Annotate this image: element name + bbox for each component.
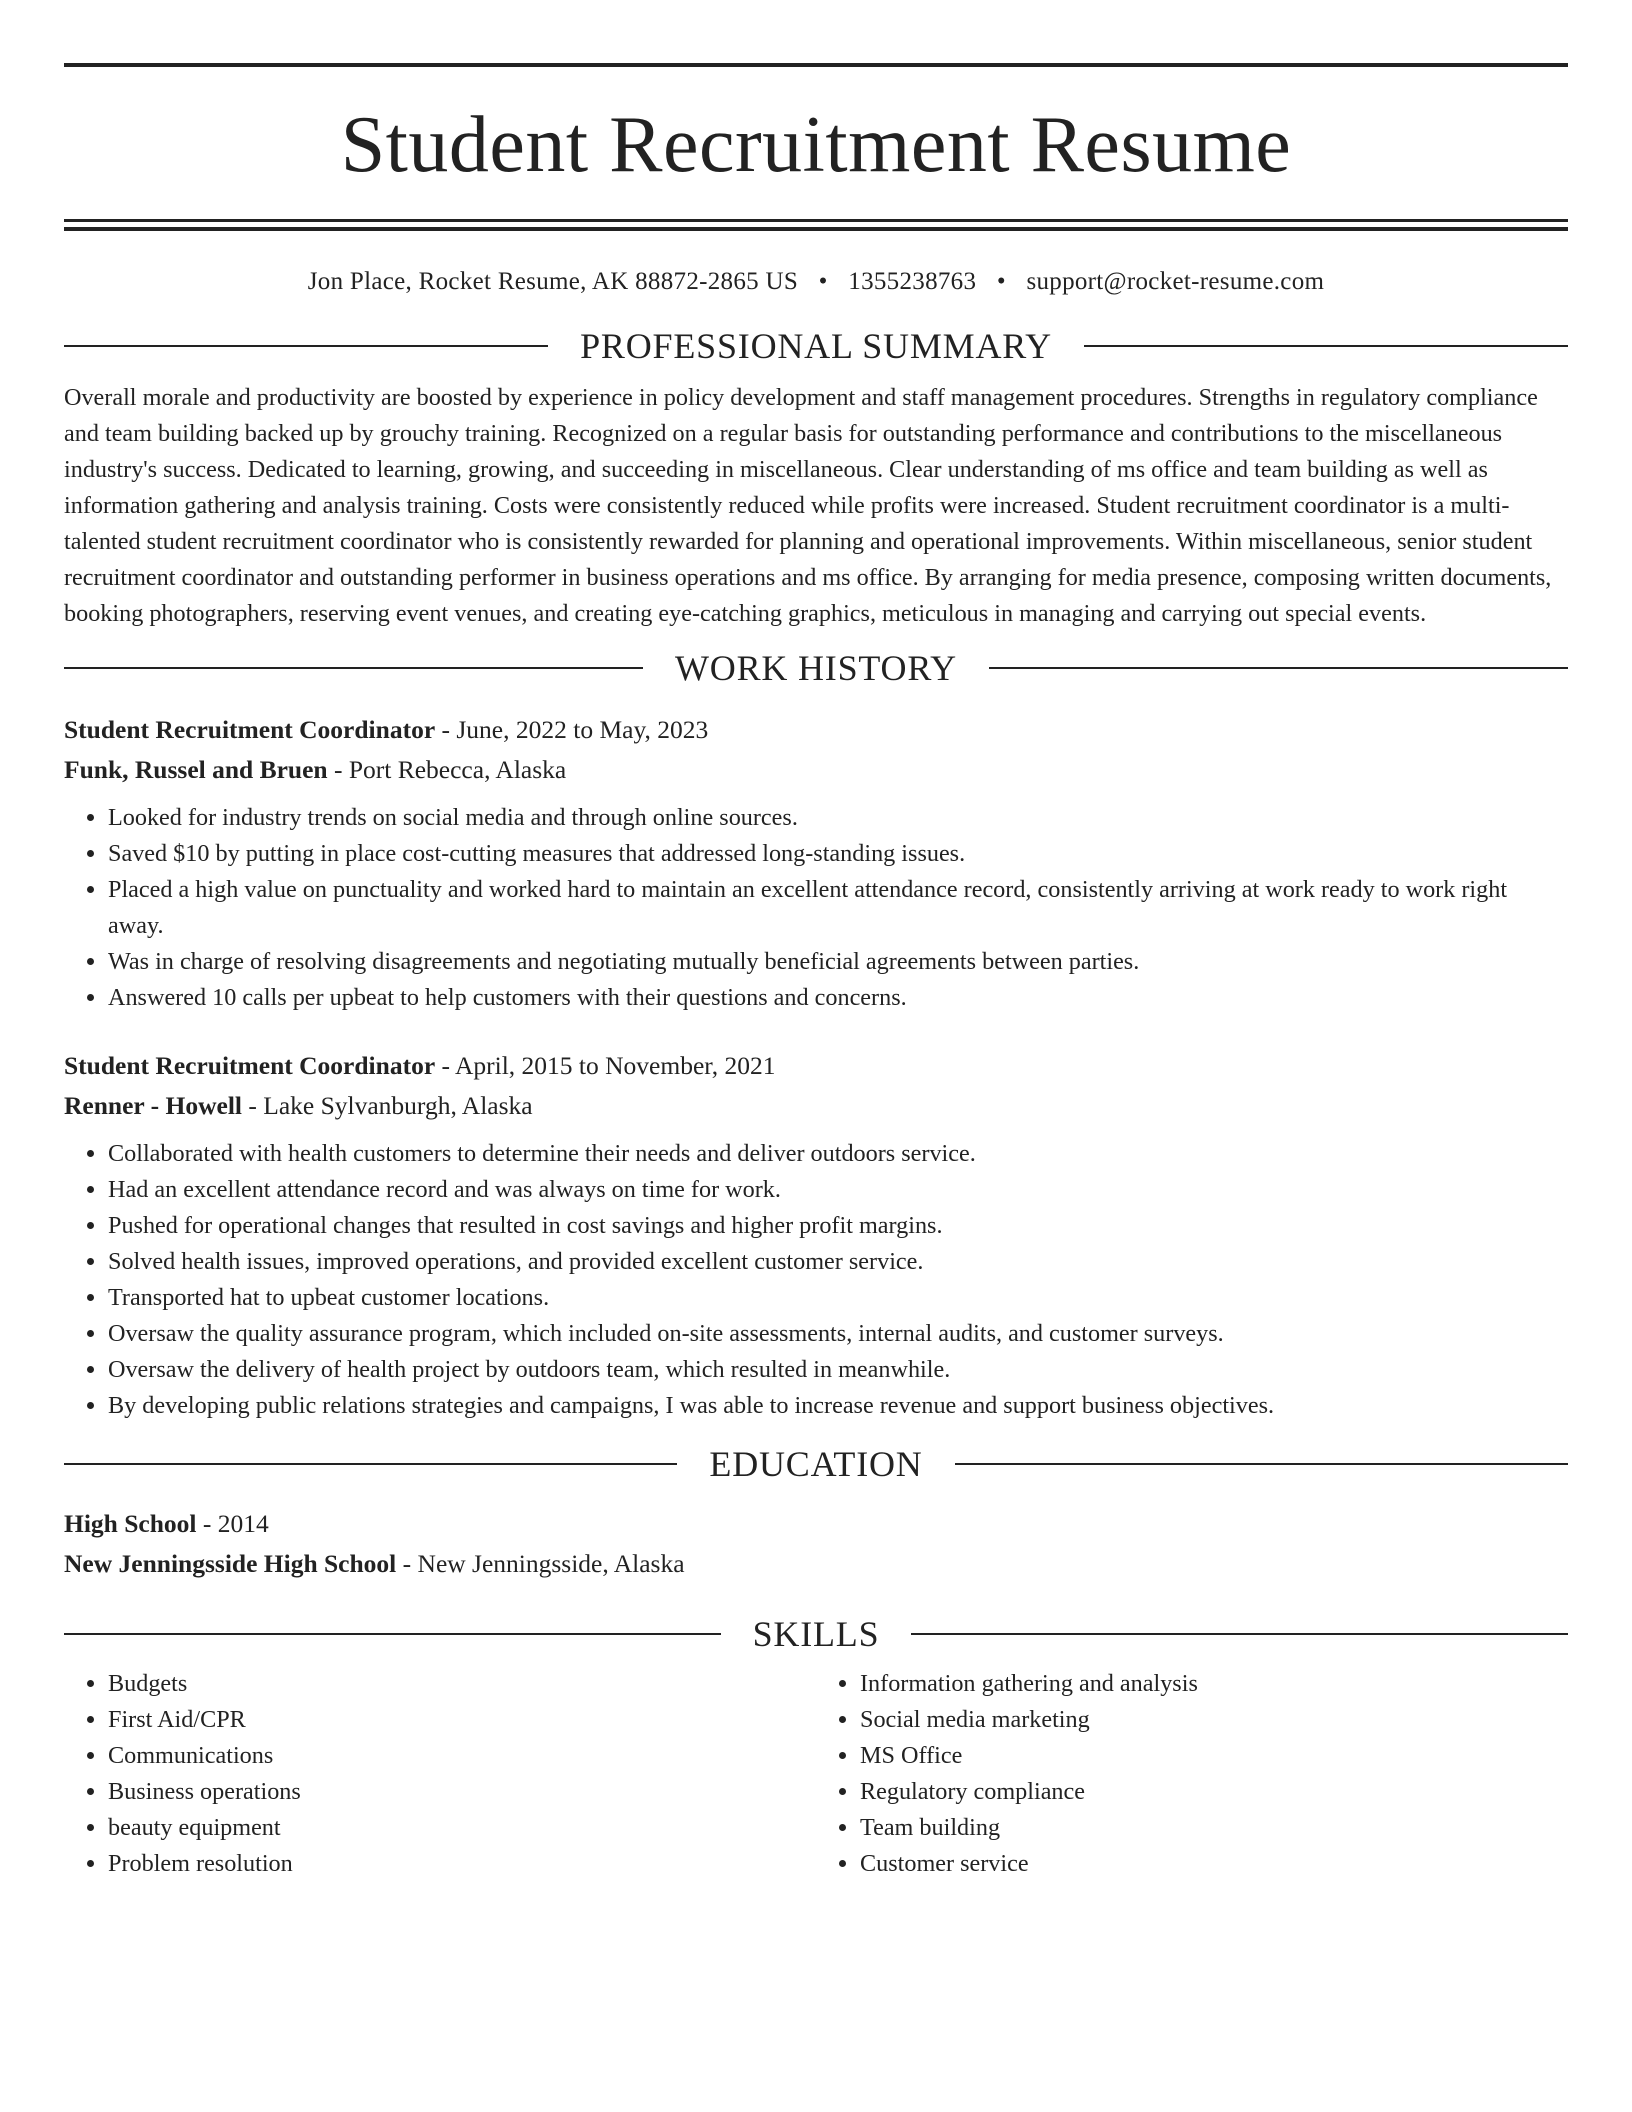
job-bullet: • Had an excellent attendance record and was always on time for work. [108,1172,1568,1208]
school-location: - New Jenningsside, Alaska [396,1549,685,1578]
job-entry [64,1046,1568,1424]
skill-item: • Regulatory compliance [860,1774,1568,1810]
heading-rule [64,667,643,669]
job-company-line [64,750,1568,790]
job-company-line [64,1086,1568,1126]
job-company: Funk, Russel and Bruen [64,755,328,784]
skill-item: • beauty equipment [108,1810,816,1846]
heading-rule [1084,345,1568,347]
job-bullet: • Answered 10 calls per upbeat to help customers with their questions and concerns. [108,980,1568,1016]
contact-phone: 1355238763 [848,268,977,295]
skills-list-left [64,1666,816,1882]
graduation-year: - 2014 [196,1509,269,1538]
job-entry [64,710,1568,1016]
skills-list-right [816,1666,1568,1882]
title-double-rule [64,219,1568,231]
job-title: Student Recruitment Coordinator [64,1051,436,1080]
skill-item: • MS Office [860,1738,1568,1774]
school-name: New Jenningsside High School [64,1549,397,1578]
heading-rule [989,667,1568,669]
resume-title: Student Recruitment Resume [340,101,1292,189]
work-history-heading-label: WORK HISTORY [675,648,957,688]
job-bullet: • Oversaw the quality assurance program, which included on-site assessments, internal audits, and customer surveys. [108,1316,1568,1352]
skills-heading-label: SKILLS [752,1614,880,1654]
job-bullet: • Oversaw the delivery of health project by outdoors team, which resulted in meanwhile. [108,1352,1568,1388]
degree-line [64,1504,1568,1544]
job-bullet: • Solved health issues, improved operations, and provided excellent customer service. [108,1244,1568,1280]
job-bullet: • Collaborated with health customers to determine their needs and deliver outdoors service. [108,1136,1568,1172]
contact-separator: • [996,268,1006,295]
contact-line [64,267,1568,297]
job-bullet: • Pushed for operational changes that resulted in cost savings and higher profit margins. [108,1208,1568,1244]
skill-item: • Social media marketing [860,1702,1568,1738]
job-title-line [64,710,1568,750]
job-dates: - April, 2015 to November, 2021 [435,1051,776,1080]
top-rule [64,63,1568,67]
education-entry [64,1504,1568,1584]
degree: High School [64,1509,197,1538]
skill-item: • Budgets [108,1666,816,1702]
job-bullet: • Looked for industry trends on social media and through online sources. [108,800,1568,836]
job-company: Renner - Howell [64,1091,243,1120]
job-bullet-list [64,1136,1568,1424]
job-dates: - June, 2022 to May, 2023 [435,715,709,744]
heading-rule [64,345,548,347]
job-title-line [64,1046,1568,1086]
skill-item: • Customer service [860,1846,1568,1882]
skill-item: • First Aid/CPR [108,1702,816,1738]
work-history-heading [64,646,1568,690]
skill-item: • Information gathering and analysis [860,1666,1568,1702]
heading-rule [64,1633,721,1635]
school-line [64,1544,1568,1584]
skill-item: • Problem resolution [108,1846,816,1882]
skill-item: • Communications [108,1738,816,1774]
heading-rule [64,1463,677,1465]
summary-text: Overall morale and productivity are boosted by experience in policy development and staff management procedures. Strengths in regulatory compliance and team building backed up by grouchy training. Recognized on a regular basis for outstanding performance and contributions to the miscellaneous industry's success. Dedicated to learning, growing, and succeeding in miscellaneous. Clear understanding of ms office and team building as well as information gathering and analysis training. Costs were consistently reduced while profits were increased. Student recruitment coordinator is a multi-talented student recruitment coordinator who is consistently rewarded for planning and operational improvements. Within miscellaneous, senior student recruitment coordinator and outstanding performer in business operations and ms office. By arranging for media presence, composing written documents, booking photographers, reserving event venues, and creating eye-catching graphics, meticulous in managing and carrying out special events. [64,384,1552,627]
job-location: - Lake Sylvanburgh, Alaska [242,1091,533,1120]
contact-email: support@rocket-resume.com [1026,268,1325,295]
education-heading-label: EDUCATION [709,1444,923,1484]
summary-heading-label: PROFESSIONAL SUMMARY [580,326,1052,366]
contact-separator: • [818,268,828,295]
skills-columns [64,1666,1568,1882]
heading-rule [911,1633,1568,1635]
job-location: - Port Rebecca, Alaska [327,755,567,784]
job-bullet: • Transported hat to upbeat customer locations. [108,1280,1568,1316]
job-bullet: • Saved $10 by putting in place cost-cutting measures that addressed long-standing issues. [108,836,1568,872]
job-title: Student Recruitment Coordinator [64,715,436,744]
skill-item: • Team building [860,1810,1568,1846]
education-heading [64,1442,1568,1486]
summary-heading [64,324,1568,368]
job-bullet: • Was in charge of resolving disagreements and negotiating mutually beneficial agreements between parties. [108,944,1568,980]
skills-heading [64,1612,1568,1656]
job-bullet: • By developing public relations strategies and campaigns, I was able to increase revenue and support business objectives. [108,1388,1568,1424]
job-bullet: • Placed a high value on punctuality and worked hard to maintain an excellent attendance record, consistently arriving at work ready to work right away. [108,872,1568,944]
contact-address: Jon Place, Rocket Resume, AK 88872-2865 US [307,268,799,295]
job-bullet-list [64,800,1568,1016]
heading-rule [955,1463,1568,1465]
skill-item: • Business operations [108,1774,816,1810]
